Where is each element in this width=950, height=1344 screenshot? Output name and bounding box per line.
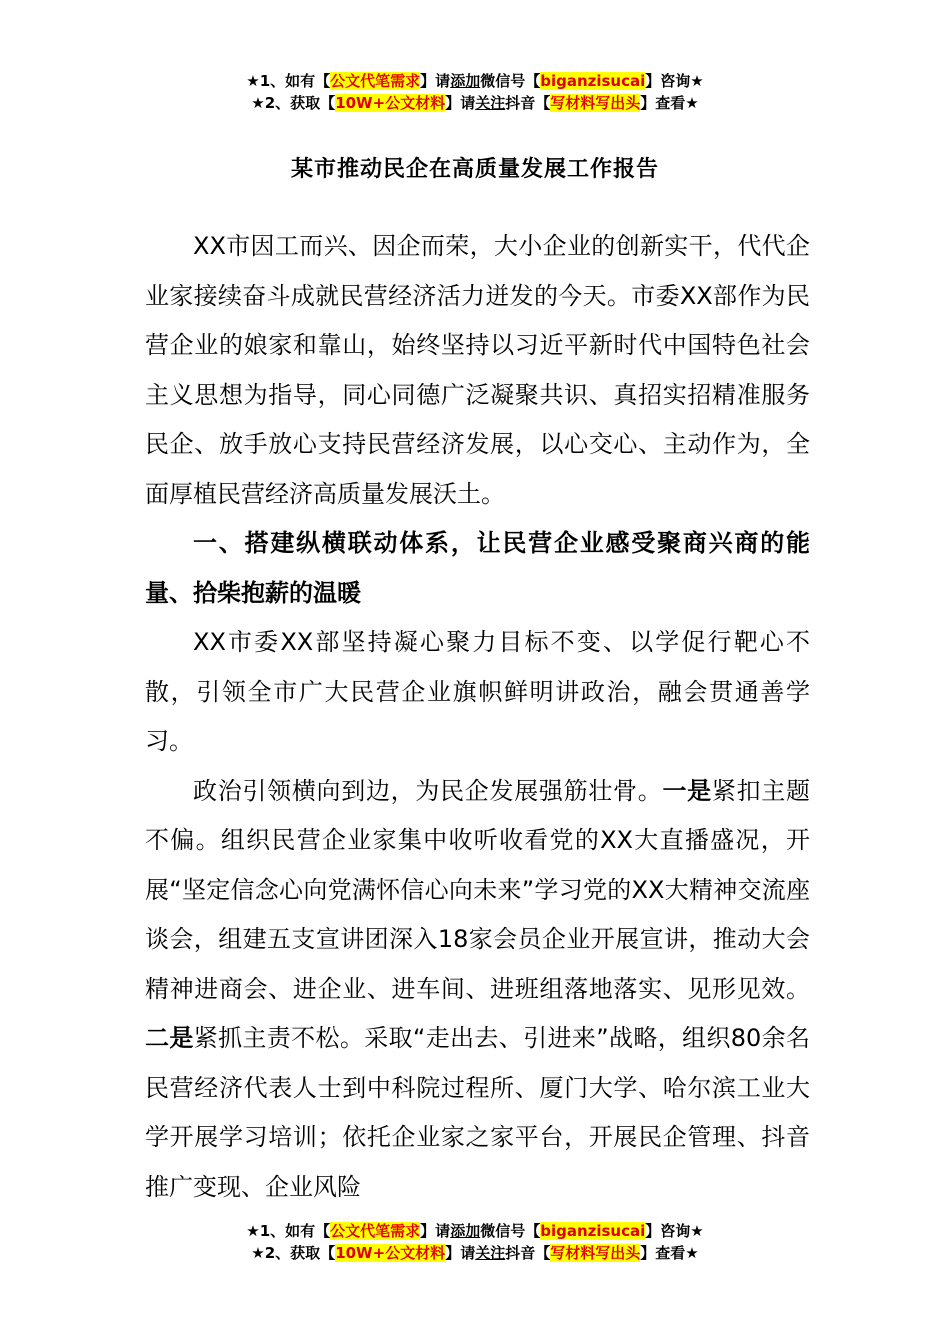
section-heading-1: 一、搭建纵横联动体系，让民营企业感受聚商兴商的能量、拾柴抱薪的温暖 xyxy=(145,529,810,607)
document-title: 某市推动民企在高质量发展工作报告 xyxy=(290,157,659,182)
document-body xyxy=(145,222,810,1212)
paragraph-2: XX市委XX部坚持凝心聚力目标不变、以学促行靶心不散，引领全市广大民营企业旗帜鲜明讲政治，融会贯通善学习。 xyxy=(145,628,810,755)
banner-highlight: 10W+公文材料 xyxy=(335,94,446,112)
emphasis-first: 一是 xyxy=(662,776,712,805)
banner-highlight: biganzisucai xyxy=(540,72,646,90)
emphasis-second: 二是 xyxy=(145,1024,194,1052)
top-banner xyxy=(0,70,950,114)
banner-highlight: 公文代笔需求 xyxy=(330,1222,421,1240)
paragraph-3: 政治引领横向到边，为民企发展强筋壮骨。一是紧扣主题不偏。组织民营企业家集中收听收看党的XX大直播盛况，开展“坚定信念心向党满怀信心向未来”学习党的XX大精神交流座谈会，组建五支宣讲团深入18家会员企业开展宣讲，推动大会精神进商会、进企业、进车间、进班组落地落实、见形见效。二是紧抓主责不松。采取“走出去、引进来”战略，组织80余名民营经济代表人士到中科院过程所、厦门大学、哈尔滨工业大学开展学习培训；依托企业家之家平台，开展民企管理、抖音推广变现、企业风险 xyxy=(145,776,811,1201)
banner-highlight: 写材料写出头 xyxy=(550,1244,641,1262)
bottom-banner xyxy=(0,1220,950,1264)
banner-line-1: ★1、如有【公文代笔需求】请添加微信号【biganzisucai】咨询★ xyxy=(246,72,704,90)
banner-highlight: biganzisucai xyxy=(540,1222,646,1240)
banner-line-2: ★2、获取【10W+公文材料】请关注抖音【写材料写出头】查看★ xyxy=(251,94,699,112)
banner-line-2: ★2、获取【10W+公文材料】请关注抖音【写材料写出头】查看★ xyxy=(251,1244,699,1262)
banner-highlight: 写材料写出头 xyxy=(550,94,641,112)
banner-highlight: 10W+公文材料 xyxy=(335,1244,446,1262)
banner-line-1: ★1、如有【公文代笔需求】请添加微信号【biganzisucai】咨询★ xyxy=(246,1222,704,1240)
banner-highlight: 公文代笔需求 xyxy=(330,72,421,90)
paragraph-intro: XX市因工而兴、因企而荣，大小企业的创新实干，代代企业家接续奋斗成就民营经济活力迸发的今天。市委XX部作为民营企业的娘家和靠山，始终坚持以习近平新时代中国特色社会主义思想为指导，同心同德广泛凝聚共识、真招实招精准服务民企、放手放心支持民营经济发展，以心交心、主动作为，全面厚植民营经济高质量发展沃土。 xyxy=(145,232,810,508)
